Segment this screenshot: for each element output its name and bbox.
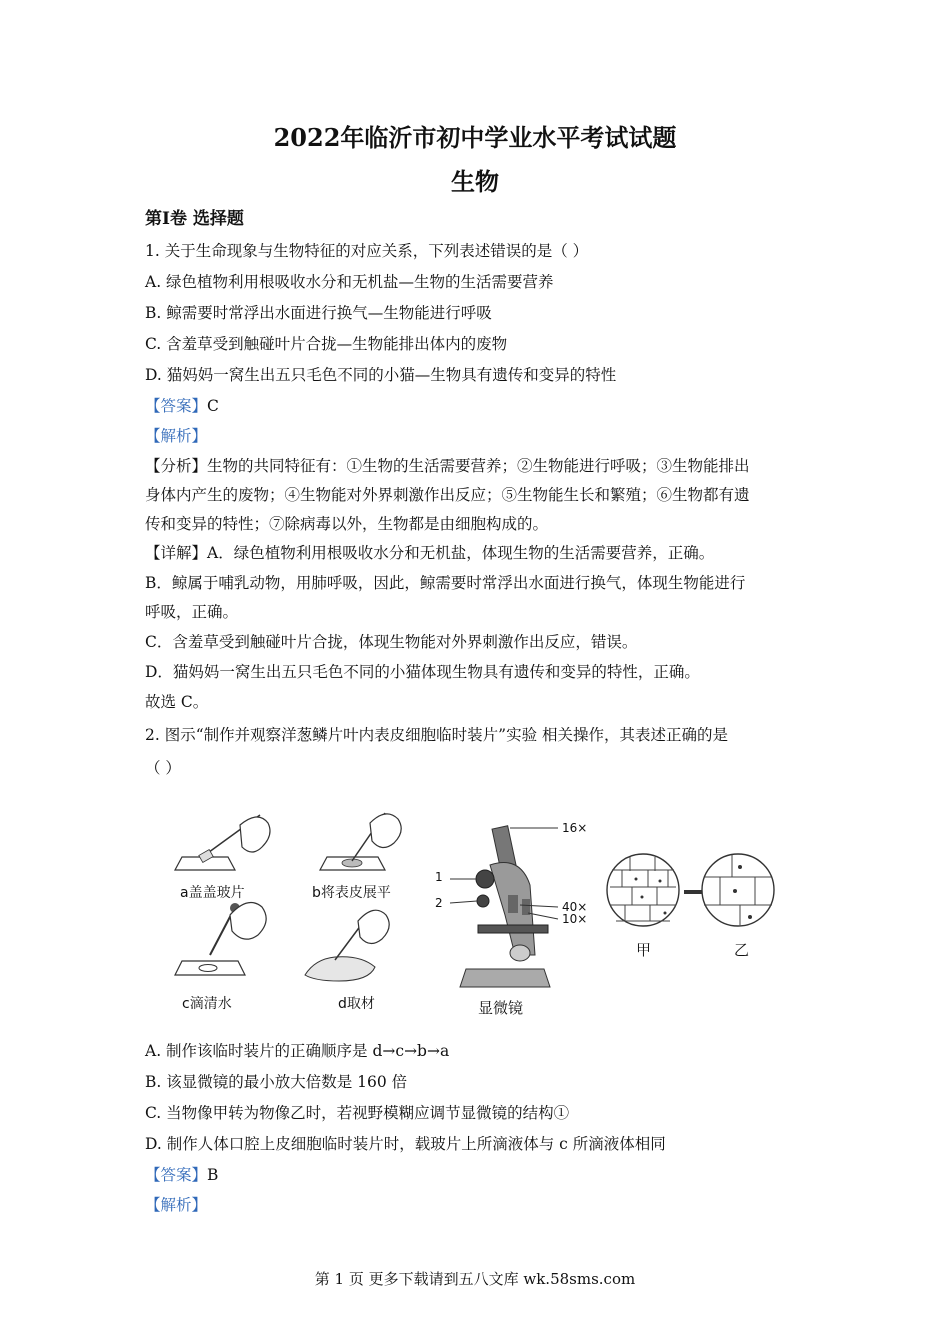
label-c: c滴清水 <box>182 996 232 1012</box>
fenxi-tag: 【分析】 <box>145 457 208 475</box>
q1-stem: 1. 关于生命现象与生物特征的对应关系，下列表述错误的是（ ） <box>145 242 589 260</box>
label-microscope: 显微镜 <box>478 999 524 1017</box>
exam-title: 2022年临沂市初中学业水平考试试题 <box>273 123 677 152</box>
q1-option-a: A. 绿色植物利用根吸收水分和无机盐—生物的生活需要营养 <box>145 273 554 291</box>
q1-xiangjie-line: C．含羞草受到触碰叶片合拢，体现生物能对外界刺激作出反应，错误。 <box>145 633 638 651</box>
q1-option-c: C. 含羞草受到触碰叶片合拢—生物能排出体内的废物 <box>145 335 508 353</box>
subject-title: 生物 <box>451 167 499 196</box>
q1-fenxi-line: 【分析】生物的共同特征有：①生物的生活需要营养；②生物能进行呼吸；③生物能排出 <box>145 457 750 475</box>
answer-value: B <box>207 1166 219 1184</box>
q2-stem-bracket: （ ） <box>145 759 181 777</box>
q2-option-d: D. 制作人体口腔上皮细胞临时装片时，载玻片上所滴液体与 c 所滴液体相同 <box>145 1135 666 1153</box>
experiment-figure <box>160 795 800 1025</box>
q2-option-c: C. 当物像甲转为物像乙时，若视野模糊应调节显微镜的结构① <box>145 1104 570 1122</box>
label-objective-10: 10× <box>562 912 588 926</box>
step-d-illustration <box>305 910 389 1012</box>
step-b-illustration <box>312 813 401 901</box>
step-a-illustration <box>175 815 270 901</box>
microscope-illustration <box>435 821 587 1017</box>
label-d: d取材 <box>338 996 375 1012</box>
q1-xiangjie-line: 呼吸，正确。 <box>145 603 239 621</box>
q1-answer <box>145 395 810 417</box>
label-eyepiece: 16× <box>562 821 588 835</box>
q2-stem: 2. 图示“制作并观察洋葱鳞片叶内表皮细胞临时装片”实验 相关操作，其表述正确的是 <box>145 726 728 744</box>
label-jia: 甲 <box>636 941 652 959</box>
q1-xiangjie-line: 【详解】A．绿色植物利用根吸收水分和无机盐，体现生物的生活需要营养，正确。 <box>145 544 715 562</box>
view-yi-illustration <box>702 854 774 959</box>
label-objective-40: 40× <box>562 900 588 914</box>
label-b: b将表皮展平 <box>312 885 391 901</box>
label-part-2: 2 <box>435 896 443 910</box>
label-yi: 乙 <box>734 941 750 959</box>
q1-xiangjie-line: D．猫妈妈一窝生出五只毛色不同的小猫体现生物具有遗传和变异的特性，正确。 <box>145 663 700 681</box>
q1-fenxi-line: 身体内产生的废物；④生物能对外界刺激作出反应；⑤生物能生长和繁殖；⑥生物都有遗 <box>145 486 750 504</box>
view-jia-illustration <box>607 854 720 959</box>
q1-conclusion: 故选 C。 <box>145 693 209 711</box>
q2-analysis-tag: 【解析】 <box>145 1196 208 1214</box>
xiangjie-tag: 【详解】 <box>145 544 208 562</box>
page-footer: 第 1 页 更多下载请到五八文库 wk.58sms.com <box>314 1270 636 1288</box>
q1-option-d: D. 猫妈妈一窝生出五只毛色不同的小猫—生物具有遗传和变异的特性 <box>145 366 617 384</box>
q2-answer <box>145 1164 810 1186</box>
q1-analysis-tag: 【解析】 <box>145 427 208 445</box>
step-c-illustration <box>175 903 266 1013</box>
q1-fenxi-line: 传和变异的特性；⑦除病毒以外，生物都是由细胞构成的。 <box>145 515 549 533</box>
section-heading: 第Ⅰ卷 选择题 <box>145 209 244 229</box>
q2-option-b: B. 该显微镜的最小放大倍数是 160 倍 <box>145 1073 408 1091</box>
label-part-1: 1 <box>435 870 443 884</box>
label-a: a盖盖玻片 <box>180 885 245 901</box>
answer-value: C <box>207 397 219 415</box>
q1-xiangjie-line: B．鲸属于哺乳动物，用肺呼吸，因此，鲸需要时常浮出水面进行换气，体现生物能进行 <box>145 574 746 592</box>
answer-tag: 【答案】 <box>145 397 208 415</box>
answer-tag: 【答案】 <box>145 1166 208 1184</box>
q2-option-a: A. 制作该临时装片的正确顺序是 d→c→b→a <box>145 1042 450 1060</box>
q1-option-b: B. 鲸需要时常浮出水面进行换气—生物能进行呼吸 <box>145 304 492 322</box>
